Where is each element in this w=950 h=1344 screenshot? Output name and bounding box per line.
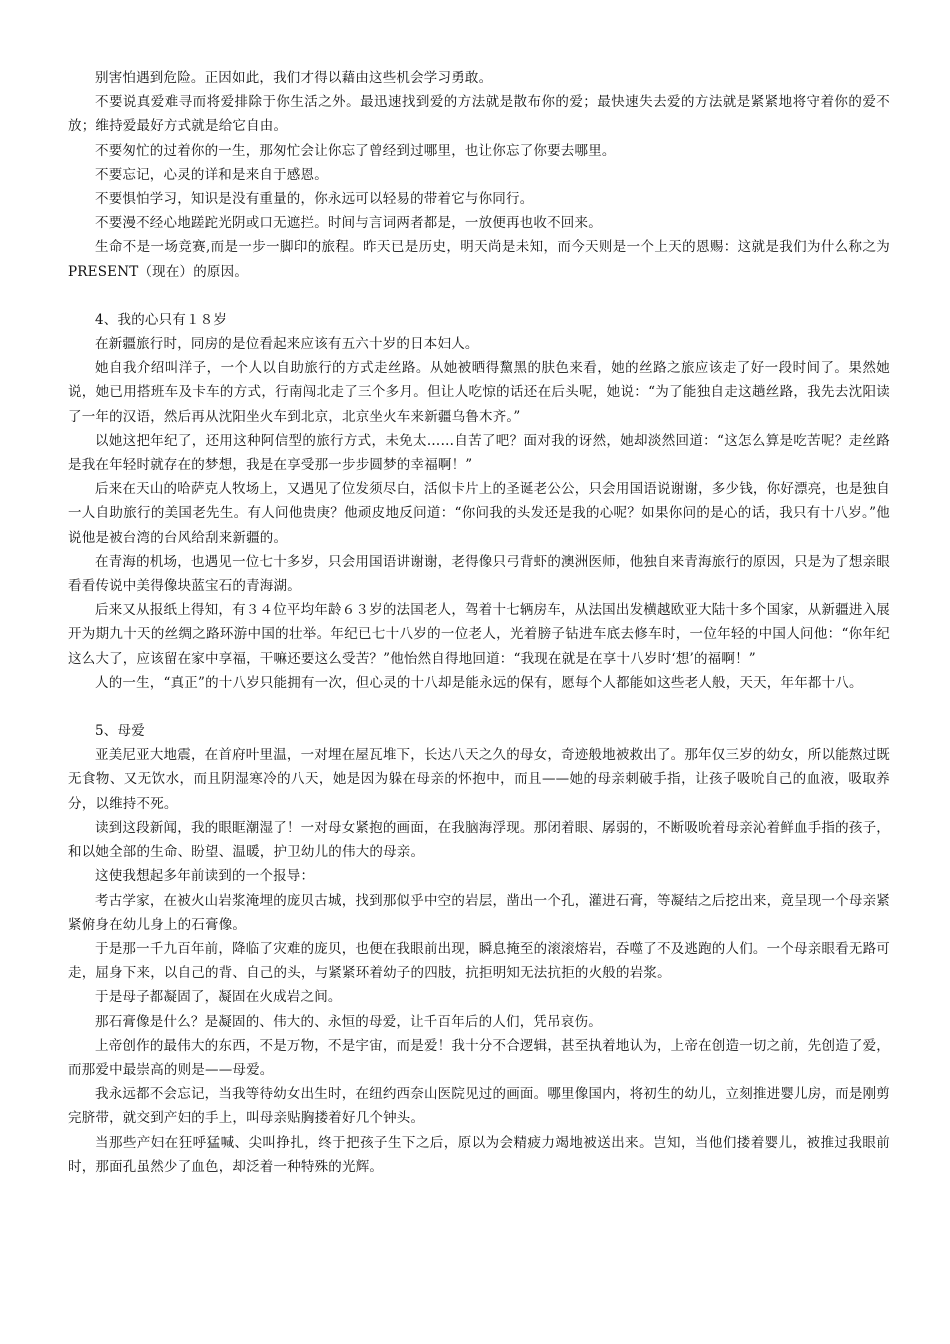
section-intro [68,66,890,284]
paragraph: 以她这把年纪了，还用这种阿信型的旅行方式，未免太……自苦了吧？面对我的讶然，她却淡然回道：“这怎么算是吃苦呢？走丝路是我在年轻时就存在的梦想，我是在享受那一步步圆梦的幸福啊！” [68,432,890,474]
paragraph: 于是那一千九百年前，降临了灾难的庞贝，也便在我眼前出现，瞬息掩至的滚滚熔岩，吞噬了不及逃跑的人们。一个母亲眼看无路可走，屈身下来，以自己的背、自己的头，与紧紧环着幼子的四肢，抗拒明知无法抗拒的火般的岩浆。 [68,940,890,982]
paragraph: 在青海的机场，也遇见一位七十多岁，只会用国语讲谢谢，老得像只弓背虾的澳洲医师，他独自来青海旅行的原因，只是为了想亲眼看看传说中美得像块蓝宝石的青海湖。 [68,553,890,595]
paragraph: 这使我想起多年前读到的一个报导： [95,868,315,885]
section-gap [68,695,890,719]
paragraph: 后来在天山的哈萨克人牧场上，又遇见了位发须尽白，活似卡片上的圣诞老公公，只会用国语说谢谢，多少钱，你好漂亮，也是独自一人自助旅行的美国老先生。有人问他贵庚？他顽皮地反问道：“你问我的头发还是我的心呢？如果你问的是心的话，我只有十八岁。”他说他是被台湾的台风给刮来新疆的。 [68,481,890,546]
paragraph: 我永远都不会忘记，当我等待幼女出生时，在纽约西奈山医院见过的画面。哪里像国内，将初生的幼儿，立刻推进婴儿房，而是刚剪完脐带，就交到产妇的手上，叫母亲贴胸搂着好几个钟头。 [68,1086,890,1127]
section-mother-love [68,719,890,1179]
paragraph: 别害怕遇到危险。正因如此，我们才得以藉由这些机会学习勇敢。 [95,70,493,86]
paragraph: 上帝创作的最伟大的东西，不是万物，不是宇宙，而是爱！我十分不合逻辑，甚至执着地认为，上帝在创造一切之前，先创造了爱，而那爱中最崇高的则是——母爱。 [68,1037,890,1078]
paragraph: 不要说真爱难寻而将爱排除于你生活之外。最迅速找到爱的方法就是散布你的爱；最快速失去爱的方法就是紧紧地将守着你的爱不放；维持爱最好方式就是给它自由。 [68,94,890,135]
paragraph: 生命不是一场竞赛,而是一步一脚印的旅程。昨天已是历史，明天尚是未知，而今天则是一个上天的恩赐：这就是我们为什么称之为PRESENT（现在）的原因。 [68,239,890,280]
section-gap [68,284,890,308]
paragraph: 在新疆旅行时，同房的是位看起来应该有五六十岁的日本妇人。 [95,336,479,353]
paragraph: 考古学家，在被火山岩浆淹埋的庞贝古城，找到那似乎中空的岩层，凿出一个孔，灌进石膏，等凝结之后挖出来，竟呈现一个母亲紧紧俯身在幼儿身上的石膏像。 [68,892,890,933]
section-heading: 4、我的心只有１８岁 [95,311,228,328]
paragraph: 亚美尼亚大地震，在首府叶里温，一对埋在屋瓦堆下，长达八天之久的母女，奇迹般地被救出了。那年仅三岁的幼女，所以能熬过既无食物、又无饮水，而且阴湿寒冷的八天，她是因为躲在母亲的怀抱中，而且——她的母亲刺破手指，让孩子吸吮自己的血液，吸取养分，以维持不死。 [68,747,890,812]
document-page [68,66,890,1179]
paragraph: 她自我介绍叫洋子，一个人以自助旅行的方式走丝路。从她被晒得黧黑的肤色来看，她的丝路之旅应该走了好一段时间了。果然她说，她已用搭班车及卡车的方式，行南闯北走了三个多月。但让人吃惊的话还在后头呢，她说：“为了能独自走这趟丝路，我先去沈阳读了一年的汉语，然后再从沈阳坐火车到北京，北京坐火车来新疆乌鲁木齐。” [68,360,890,425]
paragraph: 不要惧怕学习，知识是没有重量的，你永远可以轻易的带着它与你同行。 [95,191,534,208]
paragraph: 当那些产妇在狂呼猛喊、尖叫挣扎，终于把孩子生下之后，原以为会精疲力竭地被送出来。岂知，当他们搂着婴儿，被推过我眼前时，那面孔虽然少了血色，却泛着一种特殊的光辉。 [68,1134,890,1175]
paragraph: 后来又从报纸上得知，有３４位平均年龄６３岁的法国老人，驾着十七辆房车，从法国出发横越欧亚大陆十多个国家，从新疆进入展开为期九十天的丝绸之路环游中国的壮举。年纪已七十八岁的一位老人，光着膀子钻进车底去修车时，一位年轻的中国人问他：“你年纪这么大了，应该留在家中享福，干嘛还要这么受苦？”他怡然自得地回道：“我现在就是在享十八岁时‘想’的福啊！” [68,602,890,667]
paragraph: 读到这段新闻，我的眼眶潮湿了！一对母女紧抱的画面，在我脑海浮现。那闭着眼、孱弱的，不断吸吮着母亲沁着鲜血手指的孩子，和以她全部的生命、盼望、温暖，护卫幼儿的伟大的母亲。 [68,819,890,861]
paragraph: 不要忘记，心灵的详和是来自于感恩。 [95,166,328,183]
section-heading: 5、母爱 [95,723,145,740]
paragraph: 人的一生，“真正”的十八岁只能拥有一次，但心灵的十八却是能永远的保有，愿每个人都能如这些老人般，天天，年年都十八。 [95,674,863,691]
paragraph: 不要漫不经心地蹉跎光阴或口无遮拦。时间与言词两者都是，一放便再也收不回来。 [95,215,602,232]
paragraph: 那石膏像是什么？是凝固的、伟大的、永恒的母爱，让千百年后的人们，凭吊哀伤。 [95,1013,602,1030]
paragraph: 于是母子都凝固了，凝固在火成岩之间。 [95,989,342,1006]
section-heart-eighteen [68,308,890,695]
paragraph: 不要匆忙的过着你的一生，那匆忙会让你忘了曾经到过哪里，也让你忘了你要去哪里。 [95,142,616,159]
